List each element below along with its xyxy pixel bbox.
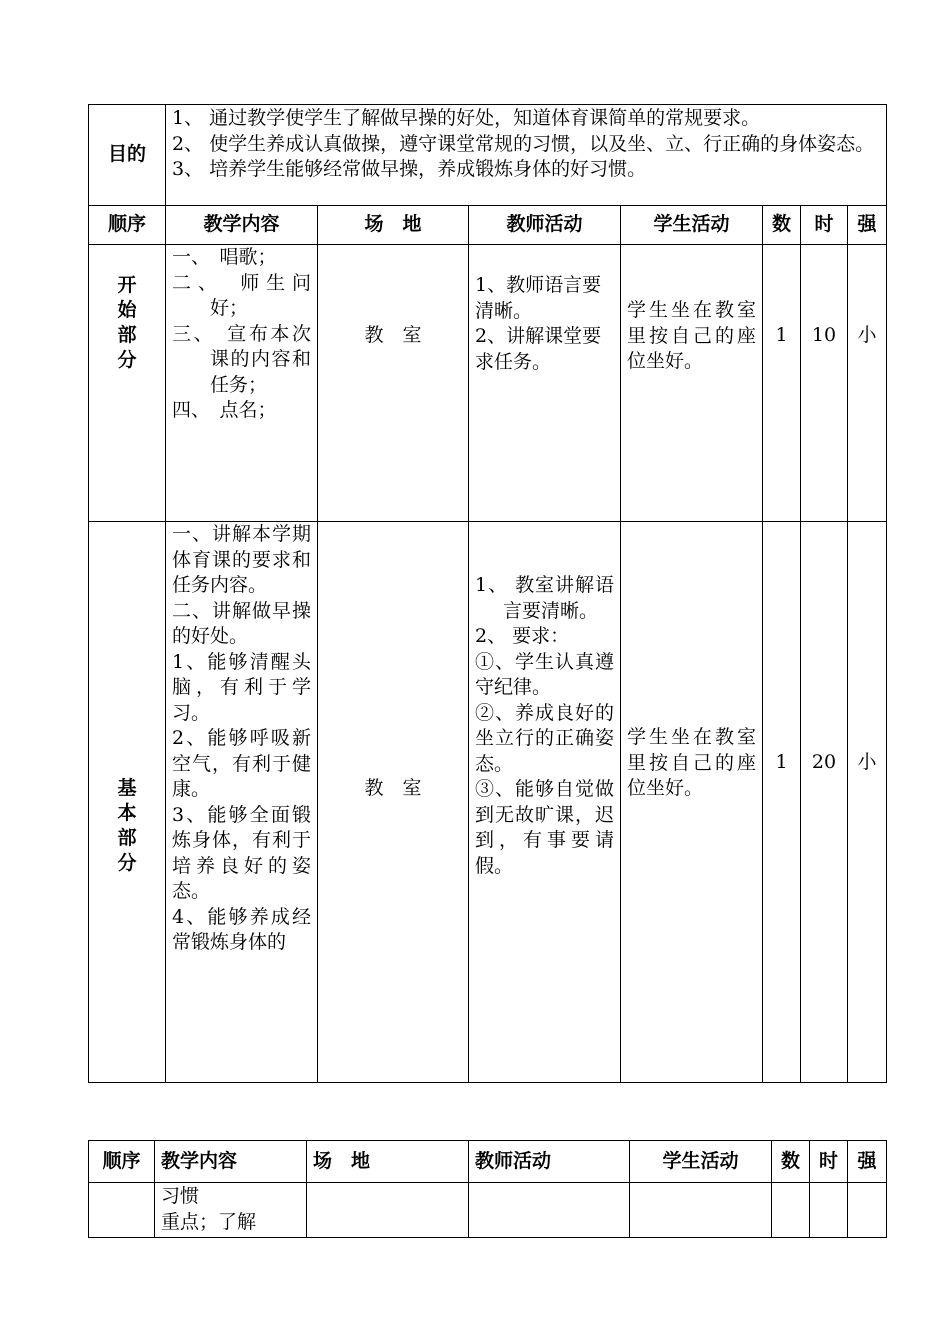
objective-item: 3、 培养学生能够经常做早操，养成锻炼身体的好习惯。 — [172, 158, 647, 180]
content-line: 二、讲解做早操的好处。 — [172, 599, 311, 647]
header-time: 时 — [810, 1141, 848, 1183]
header-teacher: 教师活动 — [469, 206, 621, 245]
venue-cell: 教 室 — [318, 522, 469, 1083]
lesson-plan-table-continued — [88, 1140, 887, 1238]
teacher-line: ②、养成良好的坐立行的正确姿态。 — [475, 701, 614, 775]
content-line: 4、能够养成经常锻炼身体的 — [172, 905, 311, 953]
content-row — [89, 1183, 887, 1238]
header-row — [89, 1141, 887, 1183]
header-venue: 场 地 — [318, 206, 469, 245]
content-line: 1、能够清醒头脑，有利于学习。 — [172, 650, 311, 724]
objective-item: 1、 通过教学使学生了解做早操的好处，知道体育课简单的常规要求。 — [172, 107, 761, 129]
content-line: 重点；了解 — [161, 1210, 257, 1233]
teacher-line: ③、能够自觉做到无故旷课，迟到，有事要请假。 — [475, 778, 614, 877]
teacher-line: ①、学生认真遵守纪律。 — [475, 650, 614, 698]
content-line: 3、能够全面锻炼身体，有利于培养良好的姿态。 — [172, 803, 311, 902]
header-count: 数 — [763, 206, 801, 245]
header-intensity: 强 — [848, 206, 887, 245]
time-cell: 10 — [801, 245, 848, 522]
objectives-label: 目的 — [89, 105, 166, 206]
objectives-row — [89, 105, 887, 206]
section-row-basic — [89, 522, 887, 1083]
header-content: 教学内容 — [166, 206, 318, 245]
venue-cell: 教 室 — [318, 245, 469, 522]
count-cell: 1 — [763, 522, 801, 1083]
content-line: 三、 宣布本次课的内容和任务； — [172, 322, 311, 396]
header-intensity: 强 — [848, 1141, 887, 1183]
content-line: 习惯 — [161, 1185, 200, 1207]
header-student: 学生活动 — [630, 1141, 772, 1183]
intensity-cell: 小 — [848, 522, 887, 1083]
content-line: 四、 点名； — [172, 399, 277, 421]
content-line: 2、能够呼吸新空气，有利于健康。 — [172, 727, 311, 800]
header-content: 教学内容 — [155, 1141, 307, 1183]
content-line: 一、 唱歌； — [172, 246, 277, 268]
teacher-line: 1、教师语言要清晰。 — [475, 274, 602, 322]
header-teacher: 教师活动 — [469, 1141, 630, 1183]
count-cell: 1 — [763, 245, 801, 522]
content-line: 二、 师生问好； — [172, 271, 311, 319]
content-line: 一、讲解本学期体育课的要求和任务内容。 — [172, 523, 311, 596]
section-row-start — [89, 245, 887, 522]
teacher-line: 2、 要求： — [475, 625, 570, 647]
section-name: 基 本 部 分 — [89, 522, 166, 1083]
student-cell: 学生坐在教室里按自己的座位坐好。 — [621, 245, 763, 522]
teacher-line: 2、讲解课堂要求任务。 — [475, 325, 602, 373]
objective-item: 2、 使学生养成认真做操，遵守课堂常规的习惯，以及坐、立、行正确的身体姿态。 — [172, 132, 875, 155]
lesson-plan-table — [88, 104, 887, 1083]
time-cell: 20 — [801, 522, 848, 1083]
header-count: 数 — [772, 1141, 810, 1183]
header-student: 学生活动 — [621, 206, 763, 245]
header-time: 时 — [801, 206, 848, 245]
student-cell: 学生坐在教室里按自己的座位坐好。 — [621, 522, 763, 1083]
teacher-line: 1、 教室讲解语言要清晰。 — [475, 574, 614, 622]
header-venue: 场 地 — [307, 1141, 469, 1183]
header-order: 顺序 — [89, 206, 166, 245]
section-name: 开 始 部 分 — [89, 245, 166, 522]
intensity-cell: 小 — [848, 245, 887, 522]
header-order: 顺序 — [89, 1141, 155, 1183]
header-row — [89, 206, 887, 245]
